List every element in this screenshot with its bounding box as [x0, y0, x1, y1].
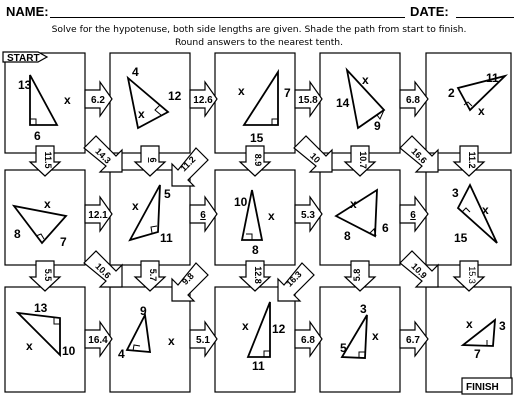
name-label: NAME:: [6, 4, 49, 19]
side-label: 5: [340, 341, 347, 355]
side-label: 14: [336, 96, 350, 110]
cell-r2c1[interactable]: [5, 170, 85, 265]
side-label: 8: [344, 229, 351, 243]
side-label: 4: [132, 65, 139, 79]
cell-r3c5[interactable]: [426, 287, 511, 392]
side-label: 11: [160, 231, 173, 245]
arrow-label: 6.2: [91, 95, 105, 106]
arrow-label: 8.9: [253, 153, 263, 167]
side-label: 2: [448, 86, 455, 100]
arrow-label: 15.3: [467, 266, 477, 284]
arrow-label: 5.7: [148, 268, 158, 282]
arrow-label: 6.8: [301, 335, 315, 346]
arrow-label: 6: [200, 210, 206, 221]
side-label: 12: [168, 89, 182, 103]
triangle-r3c3: [248, 302, 270, 357]
side-label: 15: [454, 231, 468, 245]
triangle-r1c1: [30, 75, 57, 125]
hypotenuse-label: x: [372, 329, 379, 343]
date-label: DATE:: [410, 4, 449, 19]
arrow-label: 11.2: [467, 151, 477, 169]
arrow-label: 16.4: [88, 335, 108, 346]
side-label: 11: [486, 71, 499, 85]
hypotenuse-label: x: [242, 319, 249, 333]
side-label: 7: [284, 86, 291, 100]
arrow-label: 12.8: [253, 266, 263, 284]
arrow-label: 10.9: [409, 261, 429, 281]
hypotenuse-label: x: [350, 197, 357, 211]
side-label: 12: [272, 322, 286, 336]
side-label: 15: [250, 131, 264, 145]
triangle-r3c2: [127, 315, 150, 352]
side-label: 3: [452, 186, 459, 200]
cell-r1c4[interactable]: [320, 53, 400, 153]
triangle-r1c2: [128, 78, 168, 128]
hypotenuse-label: x: [268, 209, 275, 223]
side-label: 8: [14, 227, 21, 241]
arrow-label: 6.7: [406, 335, 420, 346]
side-label: 10: [62, 344, 76, 358]
side-label: 6: [34, 129, 41, 143]
hypotenuse-label: x: [466, 317, 473, 331]
hypotenuse-label: x: [26, 339, 33, 353]
side-label: 7: [60, 235, 67, 249]
side-label: 3: [360, 302, 367, 316]
arrow-label: 6.8: [406, 95, 420, 106]
finish-tag: [462, 378, 512, 394]
arrow-label: 5.8: [352, 268, 362, 282]
arrow-label: 9.8: [179, 270, 196, 287]
arrow-label: 5.3: [301, 210, 315, 221]
instructions-line-1: Solve for the hypotenuse, both side lengths are given. Shade the path from start to finish.: [51, 24, 467, 35]
triangle-r1c3: [244, 72, 278, 125]
arrow-label: 11.2: [178, 154, 198, 174]
hypotenuse-label: x: [238, 84, 245, 98]
side-label: 9: [374, 119, 381, 133]
arrow-label: 6: [148, 157, 158, 163]
side-label: 9: [140, 304, 147, 318]
arrow-label: 16.6: [409, 146, 429, 166]
side-label: 13: [34, 301, 48, 315]
hypotenuse-label: x: [132, 199, 139, 213]
start-label: START: [7, 53, 40, 64]
arrow-label: 12.1: [88, 210, 108, 221]
side-label: 5: [164, 187, 171, 201]
arrow-label: 10.7: [358, 151, 368, 169]
arrow-label: 12.6: [193, 95, 213, 106]
instructions-line-2: Round answers to the nearest tenth.: [174, 37, 344, 48]
arrow-label: 11.5: [43, 151, 53, 169]
arrow-label: 5.5: [43, 268, 53, 282]
side-label: 3: [499, 319, 506, 333]
cell-r3c2[interactable]: [110, 287, 190, 392]
hypotenuse-label: x: [362, 73, 369, 87]
cell-r1c2[interactable]: [110, 53, 190, 153]
arrow-label: 16.3: [284, 269, 304, 289]
arrow-label: 5.1: [196, 335, 210, 346]
side-label: 4: [118, 347, 125, 361]
arrow-label: 15.8: [298, 95, 318, 106]
hypotenuse-label: x: [478, 104, 485, 118]
hypotenuse-label: x: [64, 93, 71, 107]
arrow-label: 10.6: [93, 261, 113, 281]
side-label: 7: [474, 347, 481, 361]
hypotenuse-label: x: [482, 203, 489, 217]
side-label: 13: [18, 78, 32, 92]
start-tag: [3, 52, 47, 64]
arrow-label: 14.3: [93, 146, 113, 166]
cell-r2c4[interactable]: [320, 170, 400, 265]
hypotenuse-label: x: [138, 107, 145, 121]
hypotenuse-label: x: [168, 334, 175, 348]
side-label: 6: [382, 221, 389, 235]
side-label: 10: [234, 195, 248, 209]
side-label: 11: [252, 359, 265, 373]
side-label: 8: [252, 243, 259, 257]
triangle-r2c1: [14, 206, 66, 243]
hypotenuse-label: x: [44, 197, 51, 211]
arrow-label: 10: [308, 150, 323, 165]
arrow-label: 6: [410, 210, 416, 221]
finish-label: FINISH: [466, 382, 499, 393]
